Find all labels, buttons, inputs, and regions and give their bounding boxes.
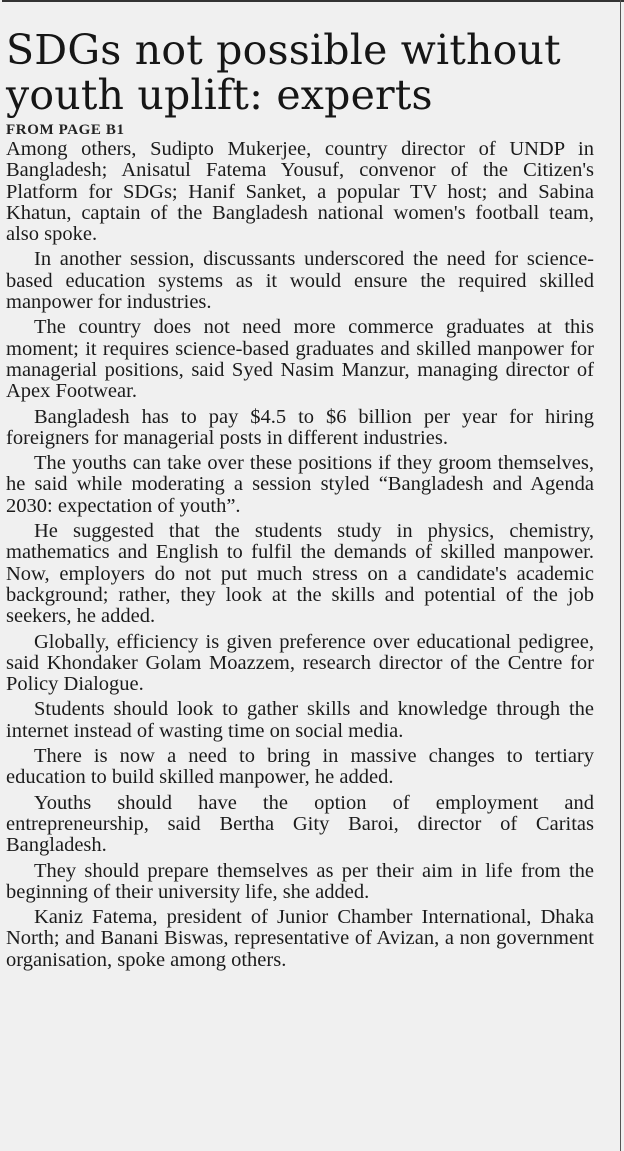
paragraph: They should prepare themselves as per their aim in life from the beginning of their university life, she added.: [6, 859, 594, 903]
paragraph: Kaniz Fatema, president of Junior Chamber International, Dhaka North; and Banani Biswas, representative of Avizan, a non government organisation, spoke among others.: [6, 906, 594, 971]
paragraph: The country does not need more commerce graduates at this moment; it requires science-based graduates and skilled manpower for managerial positions, said Syed Nasim Manzur, managing director of Apex Footwear.: [6, 316, 594, 403]
paragraph: There is now a need to bring in massive changes to tertiary education to build skilled manpower, he added.: [6, 745, 594, 789]
paragraph: Globally, efficiency is given preference over educational pedigree, said Khondaker Golam Moazzem, research director of the Centre for Policy Dialogue.: [6, 630, 594, 696]
article: [6, 28, 594, 975]
jump-label: FROM PAGE B1: [6, 122, 125, 138]
paragraph: He suggested that the students study in physics, chemistry, mathematics and English to fulfil the demands of skilled manpower. Now, employers do not put much stress on a candidate's academic background; rather, they look at the skills and potential of the job seekers, he added.: [6, 520, 594, 628]
paragraph: Youths should have the option of employment and entrepreneurship, said Bertha Gity Baroi, director of Caritas Bangladesh.: [6, 791, 594, 857]
headline: SDGs not possible without youth uplift: experts: [6, 26, 561, 119]
paragraph: In another session, discussants underscored the need for science-based education systems as it would ensure the required skilled manpower for industries.: [6, 248, 594, 314]
paragraph: Among others, Sudipto Mukerjee, country director of UNDP in Bangladesh; Anisatul Fatema Yousuf, convenor of the Citizen's Platform for SDGs; Hanif Sanket, a popular TV host; and Sabina Khatun, captain of the Bangladesh national women's football team, also spoke.: [6, 138, 594, 246]
paragraph: The youths can take over these positions if they groom themselves, he said while moderating a session styled “Bangladesh and Agenda 2030: expectation of youth”.: [6, 452, 594, 517]
article-body: [6, 139, 594, 971]
paragraph: Students should look to gather skills and knowledge through the internet instead of wasting time on social media.: [6, 698, 594, 742]
top-rule: [2, 0, 624, 2]
paragraph: Bangladesh has to pay $4.5 to $6 billion per year for hiring foreigners for managerial posts in different industries.: [6, 405, 594, 449]
column-rule: [620, 0, 621, 1151]
